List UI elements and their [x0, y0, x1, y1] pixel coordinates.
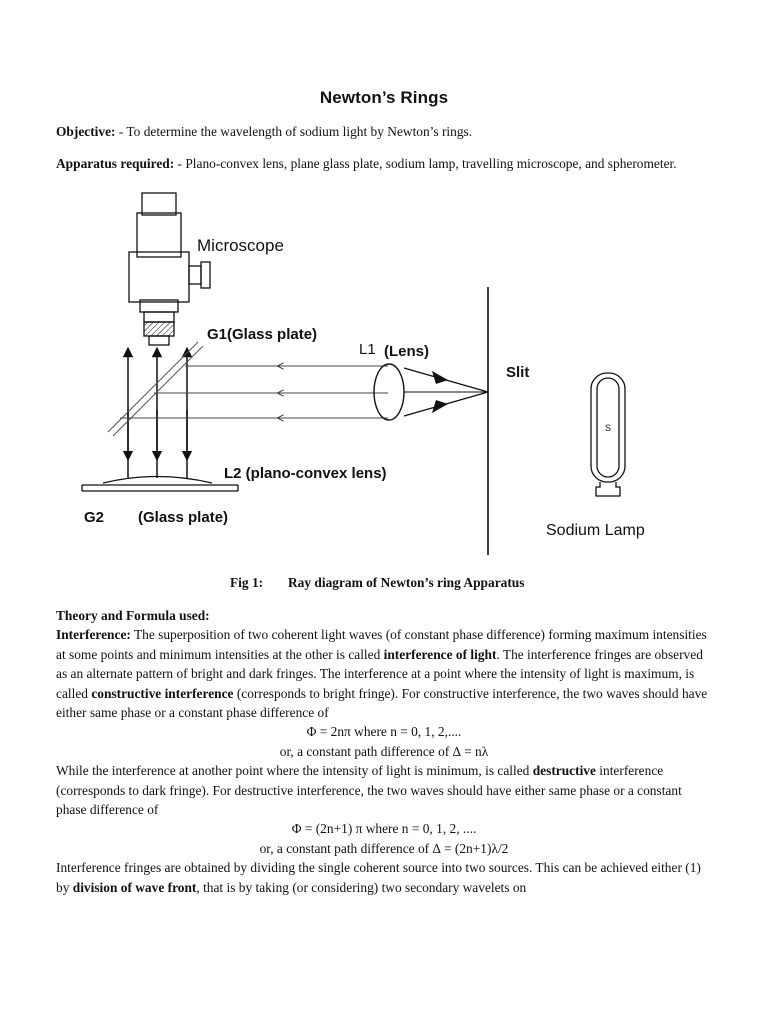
- g2-label: G2: [84, 509, 105, 526]
- interference-text-2: . The interference fringes are observed as an alternate pattern of bright and dark fringes. The interference at a point where the intensity of light is maximum, is called: [56, 646, 703, 701]
- interference-text-1: The superposition of two coherent light waves (of constant phase difference) forming maximum intensities at some points and minimum intensities at the other is called: [56, 627, 707, 662]
- destructive-text-2: interference (corresponds to dark fringe). For destructive interference, the two waves should have either same phase or a constant phase difference of: [56, 763, 682, 818]
- destructive-phase-formula: Φ = (2n+1) π where n = 0, 1, 2, ....: [291, 821, 477, 837]
- apparatus-label: Apparatus required:: [56, 156, 175, 171]
- interference-term: interference of light: [383, 646, 497, 662]
- destructive-term: destructive: [532, 763, 596, 779]
- division-term: division of wave front: [72, 879, 197, 895]
- lamp-s-label: S: [604, 423, 612, 433]
- destructive-text-1: While the interference at another point where the intensity of light is minimum, is called: [56, 763, 533, 779]
- interference-text-3: (corresponds to bright fringe). For constructive interference, the two waves should have either same phase or a constant phase difference of: [56, 685, 708, 721]
- figure-caption-text: Ray diagram of Newton’s ring Apparatus: [288, 575, 525, 590]
- objective-paragraph: [56, 122, 712, 141]
- page-title: Newton’s Rings: [319, 88, 449, 107]
- l2-label: L2 (plano-convex lens): [224, 465, 387, 482]
- l1-label: L1: [359, 341, 376, 358]
- figure-caption-number: Fig 1:: [230, 575, 264, 590]
- constructive-path-formula: or, a constant path difference of ∆ = nλ: [279, 743, 489, 759]
- sodium-lamp-label: Sodium Lamp: [546, 522, 645, 539]
- constructive-phase-formula: Φ = 2nπ where n = 0, 1, 2,....: [306, 724, 462, 740]
- apparatus-text: - Plano-convex lens, plane glass plate, sodium lamp, travelling microscope, and spherometer.: [174, 156, 677, 171]
- destructive-paragraph: [56, 761, 712, 819]
- horizontal-rays: [120, 366, 388, 418]
- l2-and-g2: [82, 477, 238, 492]
- lens-label: (Lens): [384, 343, 429, 360]
- interference-paragraph: [56, 625, 712, 722]
- g1-glass-plate: [108, 342, 203, 436]
- sodium-lamp-icon: [591, 373, 625, 496]
- constructive-term: constructive interference: [91, 685, 234, 701]
- figure-caption: [230, 575, 524, 591]
- interference-label: Interference:: [56, 627, 131, 643]
- microscope-label: Microscope: [197, 236, 284, 255]
- newtons-rings-diagram: [0, 185, 768, 555]
- division-paragraph: [56, 858, 712, 897]
- g2-desc-label: (Glass plate): [138, 509, 229, 526]
- microscope-icon: [129, 193, 210, 345]
- apparatus-paragraph: [56, 154, 712, 173]
- l1-lens: [374, 364, 488, 420]
- slit-label: Slit: [506, 364, 530, 381]
- destructive-path-formula: or, a constant path difference of ∆ = (2n+1)λ/2: [259, 840, 509, 856]
- g1-label: G1(Glass plate): [207, 326, 318, 343]
- objective-text: - To determine the wavelength of sodium light by Newton’s rings.: [115, 124, 473, 139]
- objective-label: Objective:: [56, 124, 116, 139]
- division-text-1: Interference fringes are obtained by dividing the single coherent source into two sources. This can be achieved either (1) by: [56, 860, 701, 895]
- theory-section: [56, 606, 712, 897]
- division-text-2: , that is by taking (or considering) two secondary wavelets on: [196, 879, 527, 895]
- theory-heading: Theory and Formula used:: [56, 608, 210, 623]
